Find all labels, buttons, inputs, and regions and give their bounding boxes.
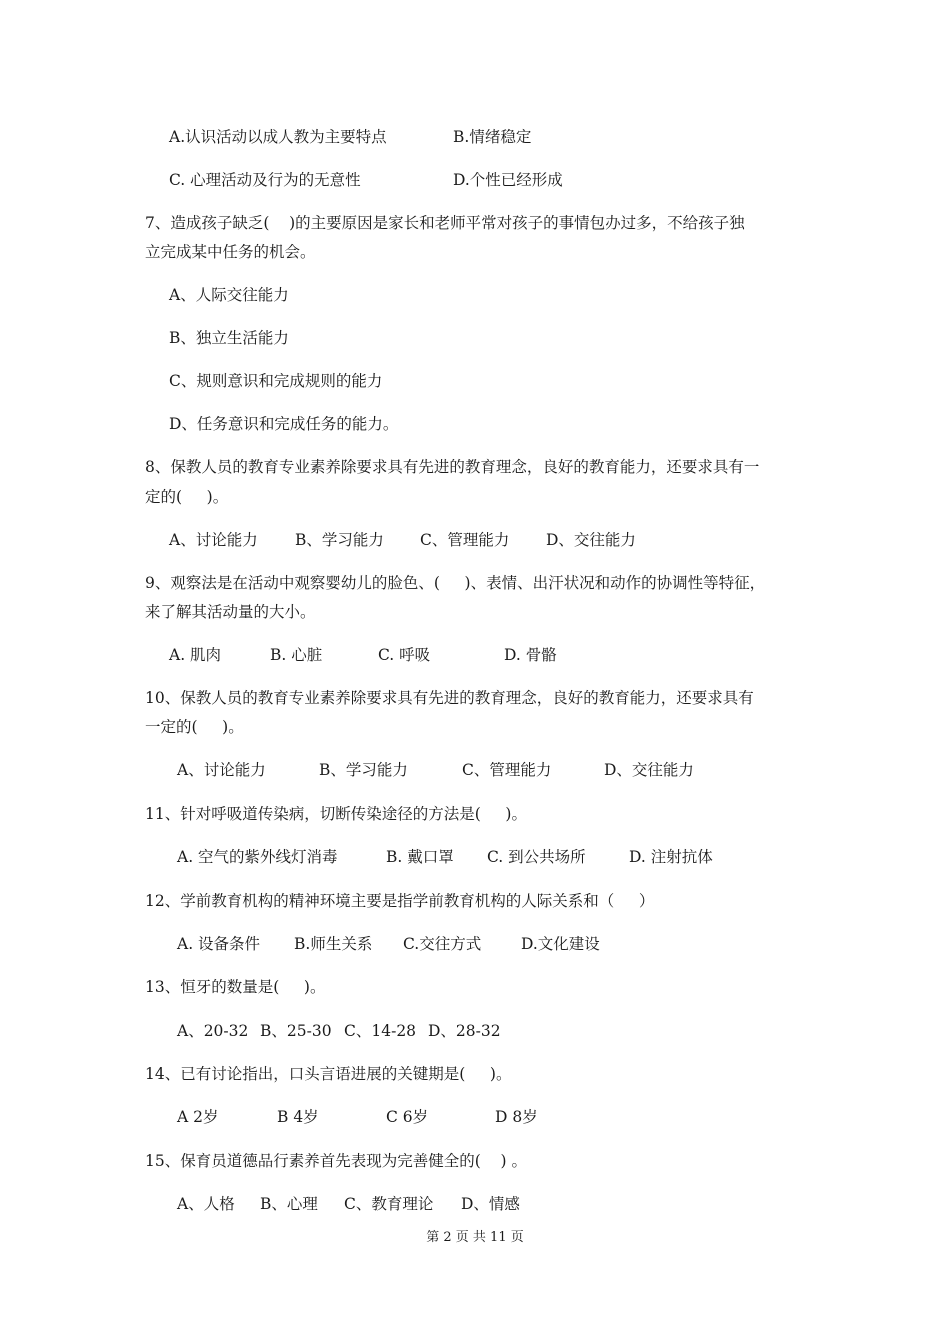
q6-option-a: A.认识活动以成人教为主要特点 (169, 128, 387, 146)
q8-option-a: A、讨论能力 (169, 531, 258, 549)
q7-text-line2: 立完成某中任务的机会。 (145, 243, 316, 261)
q12-option-c: C.交往方式 (403, 935, 482, 953)
q11-option-d: D. 注射抗体 (629, 848, 713, 866)
q6-option-d: D.个性已经形成 (453, 171, 563, 189)
q12-option-b: B.师生关系 (294, 935, 373, 953)
q7-option-d: D、任务意识和完成任务的能力。 (169, 415, 399, 433)
q13-option-a: A、20-32 (177, 1022, 249, 1040)
q12-text: 12、学前教育机构的精神环境主要是指学前教育机构的人际关系和（ ） (145, 892, 655, 910)
q10-option-c: C、管理能力 (462, 761, 552, 779)
q8-option-b: B、学习能力 (295, 531, 384, 549)
q10-option-a: A、讨论能力 (177, 761, 266, 779)
q10-option-d: D、交往能力 (604, 761, 694, 779)
q14-text: 14、已有讨论指出，口头言语进展的关键期是( )。 (145, 1065, 512, 1083)
q12-option-a: A. 设备条件 (177, 935, 261, 953)
q7-option-c: C、规则意识和完成规则的能力 (169, 372, 383, 390)
q15-option-a: A、人格 (177, 1195, 235, 1213)
q15-option-b: B、心理 (260, 1195, 318, 1213)
q10-text-line1: 10、保教人员的教育专业素养除要求具有先进的教育理念，良好的教育能力，还要求具有 (145, 689, 754, 707)
q7-option-a: A、人际交往能力 (169, 286, 289, 304)
q13-text: 13、恒牙的数量是( )。 (145, 978, 326, 996)
q14-option-c: C 6岁 (386, 1108, 429, 1126)
q6-option-b: B.情绪稳定 (453, 128, 532, 146)
q8-option-c: C、管理能力 (420, 531, 510, 549)
q13-option-b: B、25-30 (260, 1022, 332, 1040)
q15-option-c: C、教育理论 (344, 1195, 434, 1213)
q11-option-c: C. 到公共场所 (487, 848, 586, 866)
q9-option-d: D. 骨骼 (504, 646, 557, 664)
q11-option-a: A. 空气的紫外线灯消毒 (177, 848, 338, 866)
q9-text-line1: 9、观察法是在活动中观察婴幼儿的脸色、( )、表情、出汗状况和动作的协调性等特征， (145, 574, 766, 592)
q9-option-c: C. 呼吸 (378, 646, 431, 664)
q9-option-b: B. 心脏 (270, 646, 323, 664)
q7-text-line1: 7、造成孩子缺乏( )的主要原因是家长和老师平常对孩子的事情包办过多，不给孩子独 (145, 214, 745, 232)
q13-option-d: D、28-32 (428, 1022, 501, 1040)
q12-option-d: D.文化建设 (521, 935, 600, 953)
q11-text: 11、针对呼吸道传染病，切断传染途径的方法是( )。 (145, 805, 527, 823)
q8-text-line2: 定的( )。 (145, 488, 229, 506)
q11-option-b: B. 戴口罩 (386, 848, 454, 866)
q9-text-line2: 来了解其活动量的大小。 (145, 603, 316, 621)
q15-option-d: D、情感 (461, 1195, 520, 1213)
q9-option-a: A. 肌肉 (169, 646, 222, 664)
q7-option-b: B、独立生活能力 (169, 329, 289, 347)
q14-option-b: B 4岁 (277, 1108, 319, 1126)
q15-text: 15、保育员道德品行素养首先表现为完善健全的( ) 。 (145, 1152, 527, 1170)
q6-option-c: C. 心理活动及行为的无意性 (169, 171, 361, 189)
q10-text-line2: 一定的( )。 (145, 718, 244, 736)
q8-option-d: D、交往能力 (546, 531, 636, 549)
q13-option-c: C、14-28 (344, 1022, 417, 1040)
page-number-footer: 第 2 页 共 11 页 (426, 1230, 524, 1245)
q10-option-b: B、学习能力 (319, 761, 408, 779)
q14-option-a: A 2岁 (177, 1108, 219, 1126)
q8-text-line1: 8、保教人员的教育专业素养除要求具有先进的教育理念，良好的教育能力，还要求具有一 (145, 458, 760, 476)
q14-option-d: D 8岁 (495, 1108, 538, 1126)
